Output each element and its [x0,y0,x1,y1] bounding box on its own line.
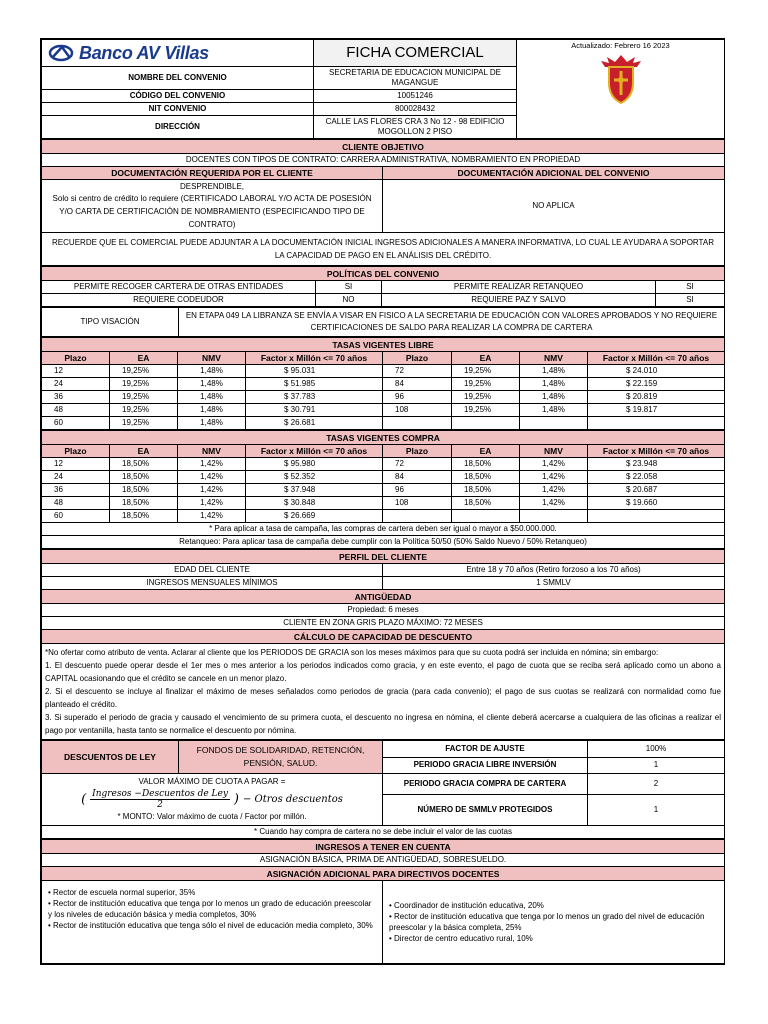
rate-cell: 19,25% [110,404,178,417]
section-antiguedad: ANTIGÜEDAD [42,590,725,604]
rate-cell: 1,42% [178,471,246,484]
politica-label-retanqueo: PERMITE REALIZAR RETANQUEO [382,281,656,294]
rate-cell: 1,42% [178,484,246,497]
antiguedad-zona-gris: CLIENTE EN ZONA GRIS PLAZO MÁXIMO: 72 MESES [42,617,725,630]
rate-cell: 18,50% [452,458,520,471]
list-item: • Rector de institución educativa que tenga sólo el nivel de educación media completo, 30% [48,921,373,930]
tasas-libre-body [42,365,725,430]
politica-label-pazysalvo: REQUIERE PAZ Y SALVO [382,294,656,307]
formula-numerator: Ingresos −Descuentos de Ley [92,789,228,799]
gracia-compra-label: PERIODO GRACIA COMPRA DE CARTERA [383,774,588,795]
tasas-compra-header-row [42,445,725,458]
info-value-direccion: CALLE LAS FLORES CRA 3 No 12 - 98 EDIFICIO MOGOLLON 2 PISO [314,116,517,139]
smmlv-value: 1 [588,795,725,826]
rate-cell: 1,42% [178,458,246,471]
col-header: Factor x Millón <= 70 años [246,352,383,365]
rate-cell: 12 [42,458,110,471]
rate-row [42,417,725,430]
info-label-nombre: NOMBRE DEL CONVENIO [42,67,314,90]
descuentos-ley-value: FONDOS DE SOLIDARIDAD, RETENCIÓN, PENSIÓN, SALUD. [179,741,383,774]
rate-cell: 1,48% [178,365,246,378]
rate-cell: 84 [383,471,452,484]
rate-cell: $ 23.948 [588,458,725,471]
rate-cell: $ 37.783 [246,391,383,404]
rate-cell: 19,25% [452,391,520,404]
rate-cell: 19,25% [452,365,520,378]
rate-cell [383,510,452,523]
section-ingresos: INGRESOS A TENER EN CUENTA [42,840,725,854]
factor-ajuste-value: 100% [588,741,725,758]
monto-note: * MONTO: Valor máximo de cuota / Factor por millón. [117,812,307,821]
rate-cell: 18,50% [110,471,178,484]
col-header: EA [452,352,520,365]
visacion-text: EN ETAPA 049 LA LIBRANZA SE ENVÍA A VISAR EN FISICO A LA SECRETARIA DE EDUCACIÓN CON VALORES APROBADOS Y NO REQUIERE CERTIFICACIONES DE SALDO PARA REALIZAR LA COMPRA DE CARTERA [179,308,725,337]
descuentos-ley-label: DESCUENTOS DE LEY [42,741,179,774]
rate-cell: 1,42% [520,471,588,484]
rate-cell: 19,25% [110,417,178,430]
rate-cell: 72 [383,365,452,378]
doc-requerida-title: DOCUMENTACIÓN REQUERIDA POR EL CLIENTE [42,167,383,180]
rate-cell: 84 [383,378,452,391]
rate-cell: 108 [383,497,452,510]
rate-cell: 1,48% [520,365,588,378]
col-header: Plazo [42,445,110,458]
col-header: Plazo [383,352,452,365]
politica-label-recoger: PERMITE RECOGER CARTERA DE OTRAS ENTIDADES [42,281,316,294]
col-header: NMV [178,445,246,458]
rate-cell: 1,42% [520,484,588,497]
rate-cell: 18,50% [110,484,178,497]
rate-cell: 36 [42,484,110,497]
col-header: EA [110,445,178,458]
section-cliente-objetivo: CLIENTE OBJETIVO [42,140,725,154]
rate-cell: $ 95.980 [246,458,383,471]
rate-cell: $ 30.791 [246,404,383,417]
doc-adicional-text: NO APLICA [383,180,725,233]
rate-cell: 1,42% [178,510,246,523]
col-header: NMV [520,352,588,365]
rate-cell: $ 26.681 [246,417,383,430]
gracia-compra-value: 2 [588,774,725,795]
rate-cell: $ 22.159 [588,378,725,391]
rate-cell: 1,48% [520,391,588,404]
visacion-label: TIPO VISACIÓN [42,308,179,337]
rate-cell: 1,48% [520,378,588,391]
descuentos-table [41,740,725,839]
col-header: Factor x Millón <= 70 años [588,352,725,365]
magangue-crest-icon [599,53,643,105]
rate-cell: 19,25% [110,365,178,378]
rate-cell: 60 [42,510,110,523]
rate-cell [383,417,452,430]
section-tasas-libre: TASAS VIGENTES LIBRE [42,338,725,352]
rate-row [42,458,725,471]
ingresos-min-label: INGRESOS MENSUALES MÍNIMOS [42,577,383,590]
edad-label: EDAD DEL CLIENTE [42,564,383,577]
cliente-objetivo-text: DOCENTES CON TIPOS DE CONTRATO: CARRERA ADMINISTRATIVA, NOMBRAMIENTO EN PROPIEDAD [42,154,725,167]
cuota-max-label: VALOR MÁXIMO DE CUOTA A PAGAR = [138,777,286,786]
info-label-nit: NIT CONVENIO [42,103,314,116]
politicas-table [41,266,725,307]
tasas-libre-header-row [42,352,725,365]
rate-cell: 24 [42,378,110,391]
list-item: • Director de centro educativo rural, 10% [389,934,533,943]
rate-cell: $ 30.848 [246,497,383,510]
rate-cell: 19,25% [110,378,178,391]
av-villas-swoosh-icon [48,44,76,62]
politica-value-codeudor: NO [316,294,382,307]
updated-date: Actualizado: Febrero 16 2023 [571,41,670,50]
col-header: NMV [178,352,246,365]
ficha-comercial-sheet [40,38,725,965]
rate-cell: 1,48% [178,378,246,391]
list-item: • Rector de escuela normal superior, 35% [48,888,196,897]
rate-cell: 18,50% [110,497,178,510]
rate-cell [588,510,725,523]
rate-cell [588,417,725,430]
rate-cell: 1,48% [178,391,246,404]
rate-cell: $ 19.660 [588,497,725,510]
info-value-nombre: SECRETARIA DE EDUCACION MUNICIPAL DE MAGANGUE [314,67,517,90]
visacion-table [41,307,725,337]
brand-name: Banco AV Villas [79,43,209,63]
rate-cell: 19,25% [110,391,178,404]
capacidad-p4: 3. Si superado el periodo de gracia y causado el vencimiento de su primera cuota, el descuento no ingresa en nómina, el cliente deberá acercarse a cualquiera de las oficinas a realizar el pago por ventanilla, hasta tanto se normalice el descuento por nómina. [45,713,722,735]
rate-row [42,510,725,523]
doc-requerida-line2: Solo si centro de crédito lo requiere (CERTIFICADO LABORAL Y/O ACTA DE POSESIÓN Y/O CARTA DE CERTIFICACIÓN DE NOMBRAMIENTO (ESPECIFICANDO TIPO DE CONTRATO) [52,193,372,229]
rate-cell: 18,50% [110,510,178,523]
rate-cell: $ 20.819 [588,391,725,404]
perfil-table [41,549,725,740]
capacidad-p3: 2. Si el descuento se incluye al finalizar el máximo de meses señalados como periodos de gracia (para cada convenio); el pago de sus cuotas se realizará con normalidad como fue planteado el crédito. [45,687,722,709]
rate-cell: 96 [383,484,452,497]
ingresos-min-value: 1 SMMLV [383,577,725,590]
rate-cell [520,417,588,430]
formula-denominator: 2 [157,800,163,810]
rate-cell: $ 19.817 [588,404,725,417]
cuota-formula-cell [42,774,383,826]
rate-cell: $ 20.687 [588,484,725,497]
rate-cell: $ 37.948 [246,484,383,497]
info-label-direccion: DIRECCIÓN [42,116,314,139]
antiguedad-propiedad: Propiedad: 6 meses [42,604,725,617]
capacidad-p2: 1. El descuento puede operar desde el 1er mes o mes anterior a los periodos indicados como gracia, y en este evento, el pago de cuota que se reciba será aplicado como un abono a CAPITAL ocasionando que el crédito se cancele en un menor plazo. [45,661,722,683]
list-item: • Rector de institución educativa que tenga por lo menos un grado de educación preescolar y los niveles de educación básica y media completos, 30% [48,899,372,919]
capacidad-text [42,644,725,740]
info-value-codigo: 10051246 [314,90,517,103]
rate-cell: 19,25% [452,404,520,417]
campana-note: * Para aplicar a tasa de campaña, las compras de cartera deben ser igual o mayor a $50.000.000. [42,523,725,536]
doc-adicional-title: DOCUMENTACIÓN ADICIONAL DEL CONVENIO [383,167,725,180]
col-header: Plazo [383,445,452,458]
rate-cell: 18,50% [110,458,178,471]
asignacion-left-list [48,887,376,931]
rate-cell: 12 [42,365,110,378]
compra-cartera-note: * Cuando hay compra de cartera no se debe incluir el valor de las cuotas [42,826,725,839]
col-header: Factor x Millón <= 70 años [246,445,383,458]
rate-cell: 18,50% [452,484,520,497]
cliente-doc-table [41,139,725,266]
capacidad-p1: *No ofertar como atributo de venta. Aclarar al cliente que los PERIODOS DE GRACIA son los meses máximos para que su cuota podrá ser incluida en nómina; sin embargo: [45,648,659,657]
rate-cell: $ 52.352 [246,471,383,484]
rate-cell: 1,42% [520,458,588,471]
factor-ajuste-label: FACTOR DE AJUSTE [383,741,588,758]
tasas-libre-table [41,337,725,430]
gracia-libre-value: 1 [588,757,725,774]
list-item: • Coordinador de institución educativa, 20% [389,901,544,910]
rate-cell: $ 51.985 [246,378,383,391]
rate-row [42,378,725,391]
politica-label-codeudor: REQUIERE CODEUDOR [42,294,316,307]
rate-cell: 18,50% [452,497,520,510]
brand-logo [42,40,314,67]
rate-row [42,471,725,484]
ingresos-text: ASIGNACIÓN BÁSICA, PRIMA DE ANTIGÜEDAD, SOBRESUELDO. [42,854,725,867]
smmlv-label: NÚMERO DE SMMLV PROTEGIDOS [383,795,588,826]
rate-cell [452,510,520,523]
section-tasas-compra: TASAS VIGENTES COMPRA [42,431,725,445]
rate-cell: $ 22.058 [588,471,725,484]
rate-cell: $ 24.010 [588,365,725,378]
col-header: Factor x Millón <= 70 años [588,445,725,458]
ingresos-table [41,839,725,964]
rate-cell: 1,42% [178,497,246,510]
formula-rest: − Otros descuentos [243,793,343,805]
tasas-compra-body [42,458,725,523]
cuota-formula: ( Ingresos −Descuentos de Ley 2 ) − Otros descuentos [81,789,343,810]
col-header: EA [110,352,178,365]
rate-row [42,365,725,378]
gracia-libre-label: PERIODO GRACIA LIBRE INVERSIÓN [383,757,588,774]
rate-cell [452,417,520,430]
asignacion-right [383,881,725,964]
col-header: Plazo [42,352,110,365]
info-label-codigo: CÓDIGO DEL CONVENIO [42,90,314,103]
rate-row [42,404,725,417]
section-asignacion: ASIGNACIÓN ADICIONAL PARA DIRECTIVOS DOCENTES [42,867,725,881]
col-header: EA [452,445,520,458]
rate-cell: 18,50% [452,471,520,484]
rate-cell: 108 [383,404,452,417]
col-header: NMV [520,445,588,458]
doc-requerida-text [42,180,383,233]
tasas-compra-table [41,430,725,549]
rate-cell: 1,48% [178,404,246,417]
doc-note: RECUERDE QUE EL COMERCIAL PUEDE ADJUNTAR A LA DOCUMENTACIÓN INICIAL INGRESOS ADICIONALES A MANERA INFORMATIVA, LO CUAL LE AYUDARA A SOPORTAR LA CAPACIDAD DE PAGO EN EL ANÁLISIS DEL CRÉDITO. [42,233,725,266]
rate-cell: $ 95.031 [246,365,383,378]
rate-cell: 60 [42,417,110,430]
section-perfil: PERFIL DEL CLIENTE [42,550,725,564]
doc-requerida-line1: DESPRENDIBLE, [179,181,245,191]
rate-cell: 1,42% [520,497,588,510]
rate-cell: 48 [42,404,110,417]
info-value-nit: 800028432 [314,103,517,116]
asignacion-right-list [389,900,718,944]
rate-cell: $ 26.669 [246,510,383,523]
page-title: FICHA COMERCIAL [314,40,517,67]
rate-cell: 24 [42,471,110,484]
update-cell [517,40,725,139]
edad-value: Entre 18 y 70 años (Retiro forzoso a los 70 años) [383,564,725,577]
rate-cell: 48 [42,497,110,510]
section-capacidad: CÁLCULO DE CAPACIDAD DE DESCUENTO [42,630,725,644]
rate-row [42,391,725,404]
rate-cell: 36 [42,391,110,404]
politica-value-recoger: SI [316,281,382,294]
rate-cell: 19,25% [452,378,520,391]
asignacion-left [42,881,383,964]
header-table [41,39,725,139]
rate-cell [520,510,588,523]
rate-cell: 1,48% [520,404,588,417]
retanqueo-note: Retanqueo: Para aplicar tasa de campaña debe cumplir con la Política 50/50 (50% Saldo Nuevo / 50% Retanqueo) [42,536,725,549]
rate-cell: 96 [383,391,452,404]
list-item: • Rector de institución educativa que tenga por lo menos un grado del nivel de educación preescolar y la básica completa, 25% [389,912,705,932]
rate-cell: 1,48% [178,417,246,430]
politica-value-retanqueo: SI [656,281,725,294]
rate-cell: 72 [383,458,452,471]
rate-row [42,484,725,497]
rate-row [42,497,725,510]
politica-value-pazysalvo: SI [656,294,725,307]
section-politicas: POLÍTICAS DEL CONVENIO [42,267,725,281]
